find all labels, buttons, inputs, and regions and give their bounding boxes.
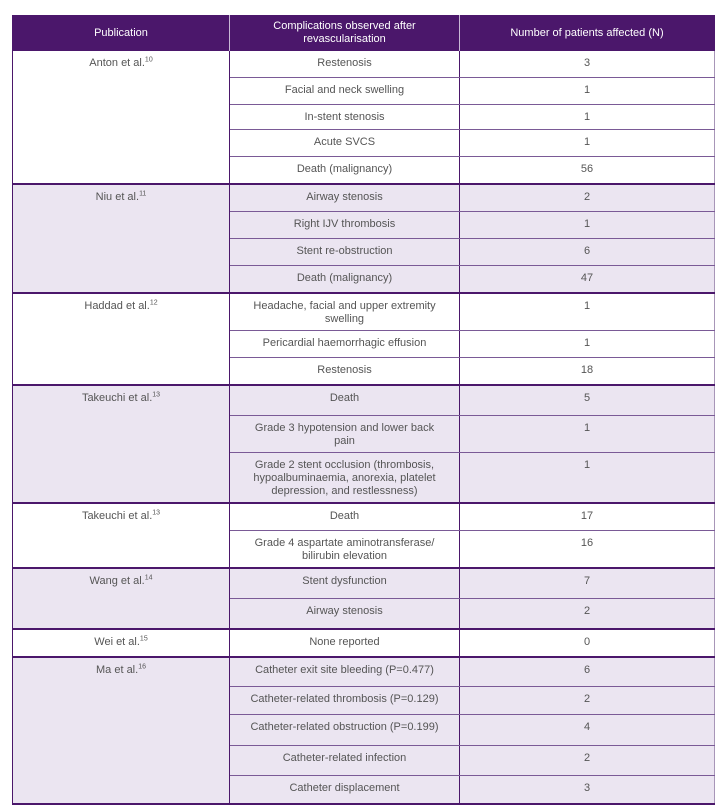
publication-group bbox=[13, 657, 715, 804]
reference-number: 15 bbox=[139, 635, 148, 643]
complication-cell: Catheter-related thrombosis (P=0.129) bbox=[230, 687, 460, 715]
patients-count-cell: 5 bbox=[460, 385, 715, 416]
table-row bbox=[13, 184, 715, 212]
publication-name: Wang et al. bbox=[89, 575, 145, 587]
patients-count-cell: 16 bbox=[460, 531, 715, 569]
complication-cell: Catheter-related infection bbox=[230, 746, 460, 776]
publication-name: Takeuchi et al. bbox=[81, 510, 153, 522]
patients-count-cell: 6 bbox=[460, 239, 715, 266]
publication-name: Niu et al. bbox=[95, 191, 140, 203]
patients-count-cell: 4 bbox=[460, 715, 715, 746]
complication-cell: Grade 4 aspartate aminotransferase/ bilirubin elevation bbox=[230, 531, 460, 569]
patients-count-cell: 2 bbox=[460, 184, 715, 212]
header-publication: Publication bbox=[13, 15, 230, 51]
reference-number: 11 bbox=[139, 190, 147, 198]
reference-number: 14 bbox=[144, 574, 153, 582]
reference-number: 12 bbox=[149, 299, 158, 307]
complication-cell: Right IJV thrombosis bbox=[230, 212, 460, 239]
publication-cell bbox=[13, 385, 230, 503]
complication-cell: Headache, facial and upper extremity swelling bbox=[230, 293, 460, 331]
publication-group bbox=[13, 293, 715, 385]
patients-count-cell: 2 bbox=[460, 599, 715, 630]
complication-cell: Airway stenosis bbox=[230, 184, 460, 212]
complication-cell: Catheter-related obstruction (P=0.199) bbox=[230, 715, 460, 746]
patients-count-cell: 47 bbox=[460, 266, 715, 294]
reference-number: 13 bbox=[152, 509, 161, 517]
complication-cell: Stent re-obstruction bbox=[230, 239, 460, 266]
publication-name: Takeuchi et al. bbox=[81, 392, 153, 404]
patients-count-cell: 1 bbox=[460, 453, 715, 504]
complication-cell: Restenosis bbox=[230, 358, 460, 386]
patients-count-cell: 18 bbox=[460, 358, 715, 386]
publication-cell bbox=[13, 657, 230, 804]
complication-cell: Death (malignancy) bbox=[230, 157, 460, 185]
patients-count-cell: 2 bbox=[460, 687, 715, 715]
complication-cell: None reported bbox=[230, 629, 460, 657]
patients-count-cell: 3 bbox=[460, 776, 715, 805]
patients-count-cell: 3 bbox=[460, 51, 715, 78]
publication-group bbox=[13, 568, 715, 629]
patients-count-cell: 56 bbox=[460, 157, 715, 185]
patients-count-cell: 1 bbox=[460, 78, 715, 105]
complication-cell: Airway stenosis bbox=[230, 599, 460, 630]
publication-cell bbox=[13, 568, 230, 629]
table-row bbox=[13, 657, 715, 687]
table-row bbox=[13, 503, 715, 531]
publication-group bbox=[13, 503, 715, 568]
complication-cell: Death bbox=[230, 385, 460, 416]
complication-cell: Restenosis bbox=[230, 51, 460, 78]
publication-group bbox=[13, 629, 715, 657]
complication-cell: Catheter exit site bleeding (P=0.477) bbox=[230, 657, 460, 687]
table-row bbox=[13, 629, 715, 657]
reference-number: 10 bbox=[144, 56, 153, 64]
complication-cell: Death bbox=[230, 503, 460, 531]
table-row bbox=[13, 568, 715, 599]
publication-cell bbox=[13, 503, 230, 568]
complication-cell: Facial and neck swelling bbox=[230, 78, 460, 105]
complication-cell: Grade 3 hypotension and lower back pain bbox=[230, 416, 460, 453]
patients-count-cell: 1 bbox=[460, 293, 715, 331]
patients-count-cell: 1 bbox=[460, 416, 715, 453]
publication-group bbox=[13, 184, 715, 293]
publication-cell bbox=[13, 629, 230, 657]
complication-cell: In-stent stenosis bbox=[230, 105, 460, 130]
publication-name: Ma et al. bbox=[96, 664, 139, 676]
complication-cell: Grade 2 stent occlusion (thrombosis, hypoalbuminaemia, anorexia, platelet depression, and restlessness) bbox=[230, 453, 460, 504]
publication-cell bbox=[13, 184, 230, 293]
patients-count-cell: 1 bbox=[460, 130, 715, 157]
publication-group bbox=[13, 51, 715, 184]
patients-count-cell: 7 bbox=[460, 568, 715, 599]
header-patients: Number of patients affected (N) bbox=[460, 15, 715, 51]
complication-cell: Acute SVCS bbox=[230, 130, 460, 157]
patients-count-cell: 1 bbox=[460, 212, 715, 239]
complication-cell: Pericardial haemorrhagic effusion bbox=[230, 331, 460, 358]
patients-count-cell: 17 bbox=[460, 503, 715, 531]
publication-name: Haddad et al. bbox=[84, 300, 150, 312]
reference-number: 13 bbox=[152, 391, 161, 399]
publication-name: Wei et al. bbox=[94, 636, 140, 648]
complication-cell: Catheter displacement bbox=[230, 776, 460, 805]
publication-name: Anton et al. bbox=[89, 57, 145, 69]
publication-cell bbox=[13, 51, 230, 184]
header-complications: Complications observed after revascularisation bbox=[230, 15, 460, 51]
patients-count-cell: 1 bbox=[460, 331, 715, 358]
complication-cell: Death (malignancy) bbox=[230, 266, 460, 294]
table-row bbox=[13, 293, 715, 331]
patients-count-cell: 6 bbox=[460, 657, 715, 687]
reference-number: 16 bbox=[138, 663, 146, 671]
table-header bbox=[13, 15, 715, 51]
table-row bbox=[13, 385, 715, 416]
complication-cell: Stent dysfunction bbox=[230, 568, 460, 599]
patients-count-cell: 1 bbox=[460, 105, 715, 130]
patients-count-cell: 0 bbox=[460, 629, 715, 657]
table-row bbox=[13, 51, 715, 78]
complications-table bbox=[12, 15, 715, 805]
patients-count-cell: 2 bbox=[460, 746, 715, 776]
publication-group bbox=[13, 385, 715, 503]
publication-cell bbox=[13, 293, 230, 385]
